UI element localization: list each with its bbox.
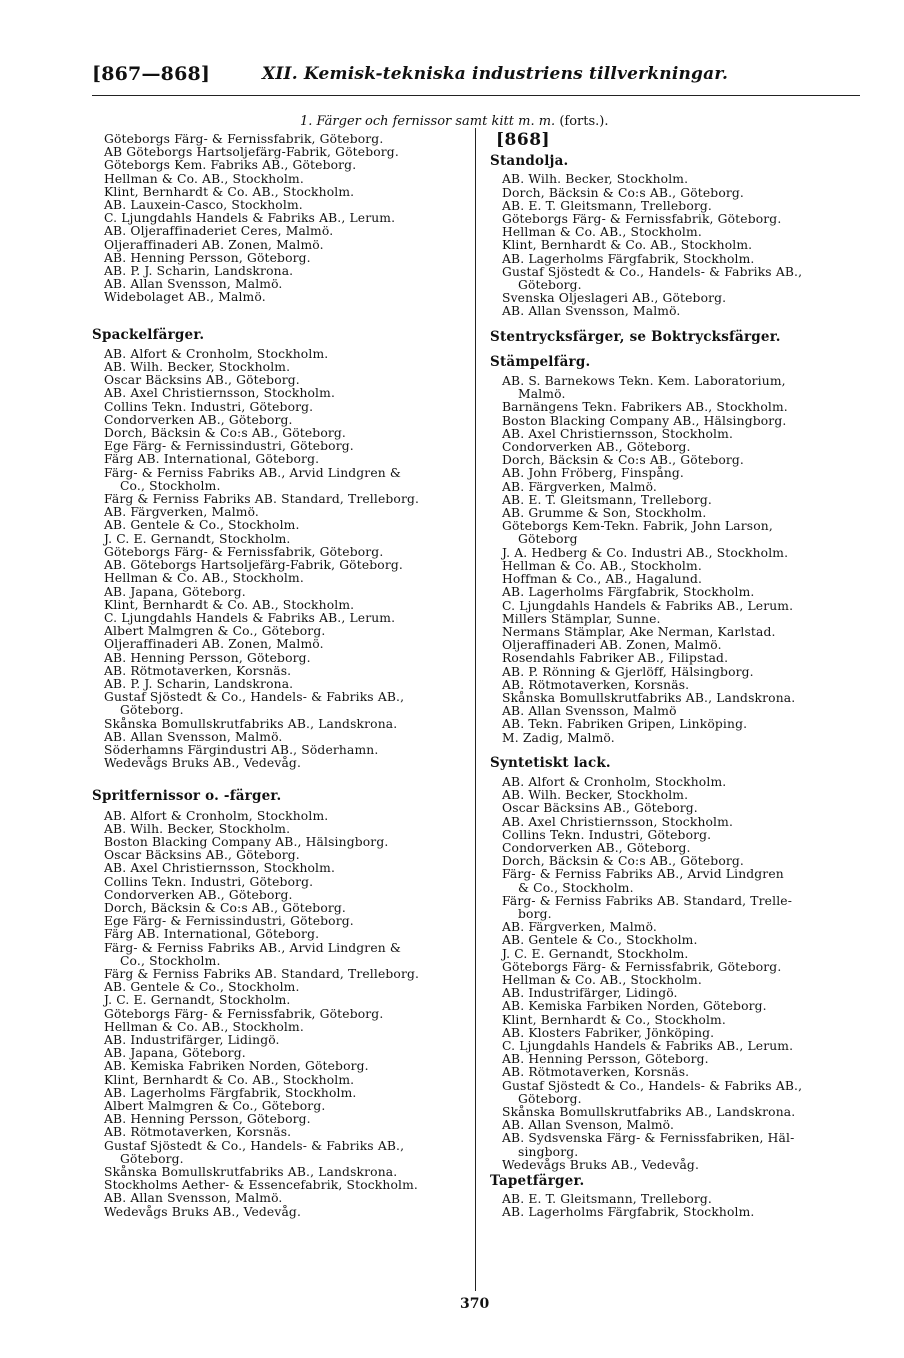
- list-item: Rosendahls Fabriker AB., Filipstad.: [502, 651, 729, 666]
- list-item: J. C. E. Gernandt, Stockholm.: [502, 946, 689, 961]
- list-item: AB. Alfort & Cronholm, Stockholm.: [104, 808, 329, 823]
- list-item: Gustaf Sjöstedt & Co., Handels- & Fabriks AB.,: [104, 690, 405, 705]
- list-item: C. Ljungdahls Handels & Fabriks AB., Lerum.: [502, 598, 794, 613]
- list-item: AB. Tekn. Fabriken Gripen, Linköping.: [502, 717, 748, 732]
- list-item: AB. P. Rönning & Gjerlöff, Hälsingborg.: [502, 664, 754, 679]
- list-item: AB. Kemiska Fabriken Norden, Göteborg.: [104, 1059, 369, 1074]
- list-item: Dorch, Bäcksin & Co:s AB., Göteborg.: [104, 900, 346, 915]
- entry-list-standolja: [490, 173, 870, 318]
- section-heading-spritfernissor: Spritfernissor o. -färger.: [92, 788, 282, 805]
- list-item: Färg AB. International, Göteborg.: [104, 927, 320, 942]
- list-item: AB. Gentele & Co., Stockholm.: [104, 518, 300, 533]
- list-item: AB. Lagerholms Färgfabrik, Stockholm.: [502, 585, 755, 600]
- list-item: Condorverken AB., Göteborg.: [104, 887, 293, 902]
- column-number: [868]: [496, 130, 551, 150]
- list-item: Millers Stämplar, Sunne.: [502, 611, 661, 626]
- page-number: 370: [460, 1296, 490, 1312]
- list-item: J. A. Hedberg & Co. Industri AB., Stockholm.: [502, 545, 789, 560]
- list-item: AB. Lauxein-Casco, Stockholm.: [104, 198, 303, 213]
- list-item: AB. Allan Svensson, Malmö.: [104, 277, 283, 292]
- list-item: Wedevågs Bruks AB., Vedevåg.: [104, 756, 302, 771]
- list-item: Collins Tekn. Industri, Göteborg.: [104, 874, 314, 889]
- list-item: Oljeraffinaderi AB. Zonen, Malmö.: [104, 237, 324, 252]
- section-subtitle: [300, 114, 608, 129]
- list-item: AB. Alfort & Cronholm, Stockholm.: [502, 774, 727, 789]
- list-item: Göteborgs Kem. Fabriks AB., Göteborg.: [104, 158, 357, 173]
- list-item: AB. Allan Svensson, Malmö.: [104, 1191, 283, 1206]
- list-item: Göteborg.: [120, 1151, 184, 1166]
- right-column: [490, 132, 870, 1220]
- list-item: Boston Blacking Company AB., Hälsingborg.: [502, 413, 787, 428]
- list-item: Hellman & Co. AB., Stockholm.: [502, 972, 702, 987]
- list-item: AB. Industrifärger, Lidingö.: [104, 1033, 280, 1047]
- header-rule: [92, 95, 860, 96]
- list-item: AB. E. T. Gleitsmann, Trelleborg.: [502, 1192, 712, 1207]
- list-item: AB. Industrifärger, Lidingö.: [502, 986, 678, 1001]
- list-item: AB. Sydsvenska Färg- & Fernissfabriken, Häl-: [502, 1131, 795, 1146]
- list-item: Färg- & Ferniss Fabriks AB., Arvid Lindgren &: [104, 465, 401, 480]
- list-item: Oljeraffinaderi AB. Zonen, Malmö.: [104, 637, 324, 652]
- list-item: Condorverken AB., Göteborg.: [502, 840, 691, 855]
- list-item: Skånska Bomullskrutfabriks AB., Landskrona.: [502, 690, 796, 705]
- list-item: AB. Rötmotaverken, Korsnäs.: [104, 663, 292, 678]
- list-item: Göteborg.: [518, 1091, 582, 1106]
- subtitle-note: (forts.).: [559, 114, 609, 129]
- list-item: AB. P. J. Scharin, Landskrona.: [104, 676, 294, 691]
- list-item: AB. Allan Svensson, Malmö.: [502, 304, 681, 319]
- list-item: C. Ljungdahls Handels & Fabriks AB., Lerum.: [104, 211, 396, 226]
- list-item: AB. Axel Christiernsson, Stockholm.: [502, 426, 734, 441]
- list-item: Gustaf Sjöstedt & Co., Handels- & Fabriks AB.,: [502, 264, 803, 279]
- list-item: AB. Allan Svensson, Malmö: [502, 704, 677, 719]
- list-item: AB. Färgverken, Malmö.: [502, 479, 657, 494]
- section-heading-tapetfarger: Tapetfärger.: [490, 1173, 585, 1190]
- list-item: Condorverken AB., Göteborg.: [502, 440, 691, 455]
- list-item: AB. Färgverken, Malmö.: [502, 920, 657, 935]
- section-heading-standolja: Standolja.: [490, 153, 569, 170]
- list-item: Göteborg.: [518, 278, 582, 293]
- list-item: Färg AB. International, Göteborg.: [104, 452, 320, 467]
- list-item: Collins Tekn. Industri, Göteborg.: [502, 827, 712, 842]
- list-item: C. Ljungdahls Handels & Fabriks AB., Lerum.: [502, 1039, 794, 1053]
- section-heading-stentrycksfarger: Stentrycksfärger, se Boktrycksfärger.: [490, 328, 781, 345]
- list-item: Färg & Ferniss Fabriks AB. Standard, Trelleborg.: [104, 492, 420, 507]
- list-item: AB. Allan Svensson, Malmö.: [104, 729, 283, 744]
- list-item: Skånska Bomullskrutfabriks AB., Landskrona.: [502, 1105, 796, 1120]
- list-item: Albert Malmgren & Co., Göteborg.: [104, 1099, 326, 1114]
- list-item: AB. Klosters Fabriker, Jönköping.: [502, 1025, 715, 1040]
- list-item: AB. S. Barnekows Tekn. Kem. Laboratorium,: [502, 374, 786, 389]
- list-item: Nermans Stämplar, Ake Nerman, Karlstad.: [502, 624, 776, 639]
- list-item: Oljeraffinaderi AB. Zonen, Malmö.: [502, 638, 722, 653]
- list-item: Göteborgs Färg- & Fernissfabrik, Göteborg.: [104, 132, 384, 146]
- subtitle-title: Färger och fernissor samt kitt m. m.: [316, 114, 556, 129]
- list-item: AB. E. T. Gleitsmann, Trelleborg.: [502, 492, 712, 507]
- list-item: Hellman & Co. AB., Stockholm.: [104, 171, 304, 186]
- list-item: AB. Japana, Göteborg.: [104, 1046, 246, 1061]
- list-item: J. C. E. Gernandt, Stockholm.: [104, 531, 291, 546]
- list-item: AB. Henning Persson, Göteborg.: [104, 1112, 311, 1127]
- intro-entry-list: [92, 133, 477, 305]
- list-item: Hoffman & Co., AB., Hagalund.: [502, 572, 703, 587]
- list-item: Färg & Ferniss Fabriks AB. Standard, Trelleborg.: [104, 966, 420, 981]
- list-item: borg.: [518, 906, 552, 921]
- list-item: AB. Japana, Göteborg.: [104, 584, 246, 599]
- list-item: Hellman & Co. AB., Stockholm.: [502, 225, 702, 240]
- section-heading-syntetiskt-lack: Syntetiskt lack.: [490, 754, 611, 771]
- list-item: Dorch, Bäcksin & Co:s AB., Göteborg.: [502, 854, 744, 869]
- list-item: AB. Allan Svenson, Malmö.: [502, 1118, 675, 1133]
- list-item: singborg.: [518, 1144, 579, 1159]
- list-item: AB. Lagerholms Färgfabrik, Stockholm.: [502, 251, 755, 266]
- left-column: [92, 133, 477, 1219]
- list-item: Wedevågs Bruks AB., Vedevåg.: [502, 1157, 700, 1172]
- list-item: Hellman & Co. AB., Stockholm.: [104, 571, 304, 586]
- list-item: AB. Wilh. Becker, Stockholm.: [502, 172, 689, 187]
- entry-list-syntetiskt-lack: [490, 776, 870, 1172]
- list-item: AB. Henning Persson, Göteborg.: [104, 250, 311, 265]
- list-item: Skånska Bomullskrutfabriks AB., Landskrona.: [104, 716, 398, 731]
- list-item: C. Ljungdahls Handels & Fabriks AB., Lerum.: [104, 610, 396, 625]
- list-item: Klint, Bernhardt & Co., Stockholm.: [502, 1012, 726, 1027]
- list-item: AB. Göteborgs Hartsoljefärg-Fabrik, Göteborg.: [104, 558, 403, 573]
- list-item: Co., Stockholm.: [120, 953, 221, 968]
- list-item: Klint, Bernhardt & Co. AB., Stockholm.: [104, 184, 355, 199]
- list-item: AB. Axel Christiernsson, Stockholm.: [502, 814, 734, 829]
- list-item: Göteborgs Kem-Tekn. Fabrik, John Larson,: [502, 519, 773, 534]
- list-item: Boston Blacking Company AB., Hälsingborg.: [104, 834, 389, 849]
- list-item: AB. P. J. Scharin, Landskrona.: [104, 264, 294, 279]
- page-range: [867—868]: [92, 63, 211, 85]
- list-item: Collins Tekn. Industri, Göteborg.: [104, 399, 314, 414]
- list-item: Göteborgs Färg- & Fernissfabrik, Göteborg.: [502, 212, 782, 227]
- list-item: Färg- & Ferniss Fabriks AB. Standard, Trelle-: [502, 893, 793, 908]
- list-item: Oscar Bäcksins AB., Göteborg.: [104, 373, 300, 388]
- list-item: AB. Alfort & Cronholm, Stockholm.: [104, 346, 329, 361]
- list-item: AB Göteborgs Hartsoljefärg-Fabrik, Göteborg.: [104, 145, 399, 160]
- section-heading-spackelfarger: Spackelfärger.: [92, 326, 205, 343]
- list-item: AB. Rötmotaverken, Korsnäs.: [104, 1125, 292, 1140]
- list-item: Svenska Oljeslageri AB., Göteborg.: [502, 291, 727, 306]
- list-item: Gustaf Sjöstedt & Co., Handels- & Fabriks AB.,: [502, 1078, 803, 1093]
- list-item: AB. E. T. Gleitsmann, Trelleborg.: [502, 198, 712, 213]
- list-item: Oscar Bäcksins AB., Göteborg.: [104, 848, 300, 863]
- entry-list-stampelfarg: [490, 375, 870, 745]
- list-item: Barnängens Tekn. Fabrikers AB., Stockholm.: [502, 400, 788, 415]
- list-item: Skånska Bomullskrutfabriks AB., Landskrona.: [104, 1165, 398, 1180]
- list-item: Dorch, Bäcksin & Co:s AB., Göteborg.: [502, 185, 744, 200]
- section-heading-stampelfarg: Stämpelfärg.: [490, 353, 591, 370]
- list-item: & Co., Stockholm.: [518, 880, 634, 895]
- list-item: Condorverken AB., Göteborg.: [104, 412, 293, 427]
- entry-list-spritfernissor: [92, 810, 477, 1219]
- list-item: J. C. E. Gernandt, Stockholm.: [104, 993, 291, 1008]
- list-item: AB. Axel Christiernsson, Stockholm.: [104, 386, 336, 401]
- list-item: Göteborg: [518, 532, 578, 547]
- list-item: AB. Rötmotaverken, Korsnäs.: [502, 677, 690, 692]
- list-item: AB. Lagerholms Färgfabrik, Stockholm.: [502, 1205, 755, 1220]
- entry-list-spackelfarger: [92, 348, 477, 771]
- list-item: Dorch, Bäcksin & Co:s AB., Göteborg.: [104, 426, 346, 441]
- list-item: Dorch, Bäcksin & Co:s AB., Göteborg.: [502, 453, 744, 468]
- list-item: Ege Färg- & Fernissindustri, Göteborg.: [104, 914, 354, 929]
- list-item: Klint, Bernhardt & Co. AB., Stockholm.: [104, 1072, 355, 1087]
- list-item: M. Zadig, Malmö.: [502, 730, 615, 745]
- list-item: Göteborgs Färg- & Fernissfabrik, Göteborg.: [104, 544, 384, 559]
- list-item: AB. Lagerholms Färgfabrik, Stockholm.: [104, 1085, 357, 1100]
- list-item: Gustaf Sjöstedt & Co., Handels- & Fabriks AB.,: [104, 1138, 405, 1153]
- list-item: Albert Malmgren & Co., Göteborg.: [104, 624, 326, 639]
- list-item: AB. Wilh. Becker, Stockholm.: [104, 821, 291, 836]
- list-item: Färg- & Ferniss Fabriks AB., Arvid Lindgren &: [104, 940, 401, 955]
- list-item: AB. Axel Christiernsson, Stockholm.: [104, 861, 336, 876]
- list-item: Klint, Bernhardt & Co. AB., Stockholm.: [502, 238, 753, 253]
- list-item: Göteborgs Färg- & Fernissfabrik, Göteborg.: [104, 1006, 384, 1021]
- list-item: AB. Henning Persson, Göteborg.: [502, 1052, 709, 1067]
- list-item: Stockholms Aether- & Essencefabrik, Stockholm.: [104, 1178, 418, 1193]
- list-item: AB. Rötmotaverken, Korsnäs.: [502, 1065, 690, 1080]
- list-item: Wedevågs Bruks AB., Vedevåg.: [104, 1204, 302, 1219]
- list-item: AB. Grumme & Son, Stockholm.: [502, 506, 707, 521]
- list-item: AB. Färgverken, Malmö.: [104, 505, 259, 520]
- subtitle-number: 1.: [300, 114, 313, 129]
- list-item: Färg- & Ferniss Fabriks AB., Arvid Lindgren: [502, 867, 784, 882]
- list-item: AB. Gentele & Co., Stockholm.: [104, 980, 300, 995]
- list-item: AB. Oljeraffinaderiet Ceres, Malmö.: [104, 224, 334, 239]
- list-item: Ege Färg- & Fernissindustri, Göteborg.: [104, 439, 354, 454]
- list-item: Klint, Bernhardt & Co. AB., Stockholm.: [104, 597, 355, 612]
- list-item: AB. Wilh. Becker, Stockholm.: [502, 788, 689, 803]
- list-item: AB. Henning Persson, Göteborg.: [104, 650, 311, 665]
- list-item: Oscar Bäcksins AB., Göteborg.: [502, 801, 698, 816]
- list-item: Malmö.: [518, 387, 566, 402]
- list-item: AB. Wilh. Becker, Stockholm.: [104, 360, 291, 375]
- list-item: Hellman & Co. AB., Stockholm.: [104, 1019, 304, 1034]
- list-item: Hellman & Co. AB., Stockholm.: [502, 558, 702, 573]
- list-item: AB. John Fröberg, Finspång.: [502, 466, 684, 481]
- list-item: Göteborg.: [120, 703, 184, 718]
- running-title: XII. Kemisk-tekniska industriens tillverkningar.: [262, 64, 729, 84]
- list-item: AB. Gentele & Co., Stockholm.: [502, 933, 698, 948]
- list-item: AB. Kemiska Farbiken Norden, Göteborg.: [502, 999, 767, 1014]
- list-item: Göteborgs Färg- & Fernissfabrik, Göteborg.: [502, 959, 782, 974]
- list-item: Co., Stockholm.: [120, 478, 221, 493]
- entry-list-tapetfarger: [490, 1193, 870, 1219]
- list-item: Söderhamns Färgindustri AB., Söderhamn.: [104, 742, 379, 757]
- list-item: Widebolaget AB., Malmö.: [104, 290, 266, 305]
